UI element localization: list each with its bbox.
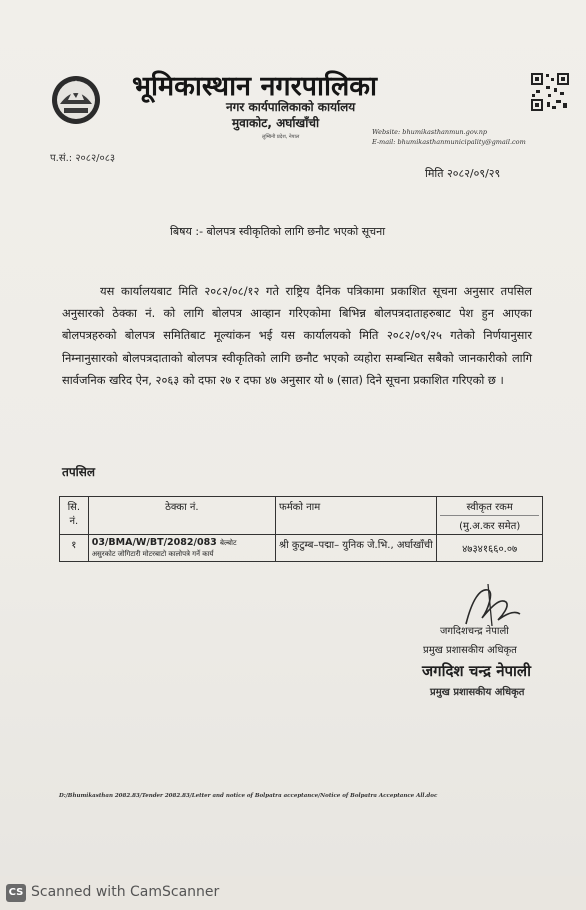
contact-block (372, 127, 526, 147)
subject-line: बिषय :- बोलपत्र स्वीकृतिको लागि छनौट भएको सूचना (170, 225, 386, 238)
email-text: E-mail: bhumikasthanmunicipality@gmail.com (372, 138, 526, 146)
letter-date: मिति २०८२/०९/२९ (425, 167, 501, 180)
table-row (60, 535, 543, 562)
reference-number: प.सं.: २०८२/०८३ (50, 153, 116, 164)
province-label: लुम्बिनी प्रदेश, नेपाल (262, 134, 300, 140)
row-firm: श्री कुटुम्ब–पद्मा– युनिक जे.भि., अर्घाखाँची (275, 535, 436, 562)
camscanner-logo-icon: CS (6, 884, 26, 902)
qr-code-icon (530, 72, 570, 112)
signatory-title: प्रमुख प्रशासकीय अधिकृत (423, 645, 517, 656)
signatory-name: जगदिशचन्द्र नेपाली (440, 626, 509, 637)
contract-table (59, 496, 543, 562)
office-name: नगर कार्यपालिकाको कार्यालय (226, 100, 356, 114)
row-contract-cell (88, 535, 275, 562)
row-sn: १ (60, 535, 89, 562)
row-amount: ४७३४१६६०.०७ (437, 535, 543, 562)
scanner-watermark-text: Scanned with CamScanner (31, 884, 220, 900)
notice-body: यस कार्यालयबाट मिति २०८२/०८/१२ गते राष्ट्रिय दैनिक पत्रिकामा प्रकाशित सूचना अनुसार तपसिल अनुसारको ठेक्का नं. को लागि बोलपत्र आव्हान गरिएकोमा बिभिन्न बोलपत्रदाताहरुबाट पेश हुन आएका बोलपत्रहरुको बोलपत्र समितिबाट मूल्यांकन भई यस कार्यालयको मिति २०८२/०९/२५ गतेको निर्णयानुसार निम्नानुसारको बोलपत्रदाताको बोलपत्र स्वीकृतिको लागि छनौट भएको व्यहोरा सम्बन्धित सबैको जानकारीको लागि सार्वजनिक खरिद ऐन, २०६३ को दफा २७ र दफा ४७ अनुसार यो ७ (सात) दिने सूचना प्रकाशित गरिएको छ । (62, 284, 532, 387)
table-header-row (60, 497, 543, 535)
nepal-emblem-icon (50, 74, 102, 126)
municipality-title: भूमिकास्थान नगरपालिका (132, 71, 378, 102)
contract-code: 03/BMA/W/BT/2082/083 (91, 537, 217, 548)
header-firm-name: फर्मको नाम (275, 497, 436, 535)
website-text: Website: bhumikasthanmun.gov.np (372, 128, 488, 136)
details-heading: तपसिल (62, 465, 96, 479)
header-amount: स्वीकृत रकम (466, 502, 513, 513)
contract-desc-1: बेल्बोट (219, 539, 237, 547)
file-path: D:/Bhumikasthan 2082.83/Tender 2082.83/Letter and notice of Bolpatra acceptance/Notice of Bolpatra Acceptance All.doc (59, 793, 438, 799)
contract-desc-2: असुरकोट जोगिटारी मोटरबाटो कालोपत्रे गर्ने कार्य (91, 550, 214, 558)
header-amount-note: (मु.अ.कर समेत) (440, 515, 539, 532)
office-address: मुवाकोट, अर्घाखाँची (232, 116, 320, 130)
stamp-title: प्रमुख प्रशासकीय अधिकृत (430, 687, 525, 698)
header-sn: सि. नं. (60, 497, 89, 535)
stamp-name: जगदिश चन्द्र नेपाली (422, 662, 531, 680)
header-amount-cell (437, 497, 543, 535)
header-contract-no: ठेक्का नं. (88, 497, 275, 535)
